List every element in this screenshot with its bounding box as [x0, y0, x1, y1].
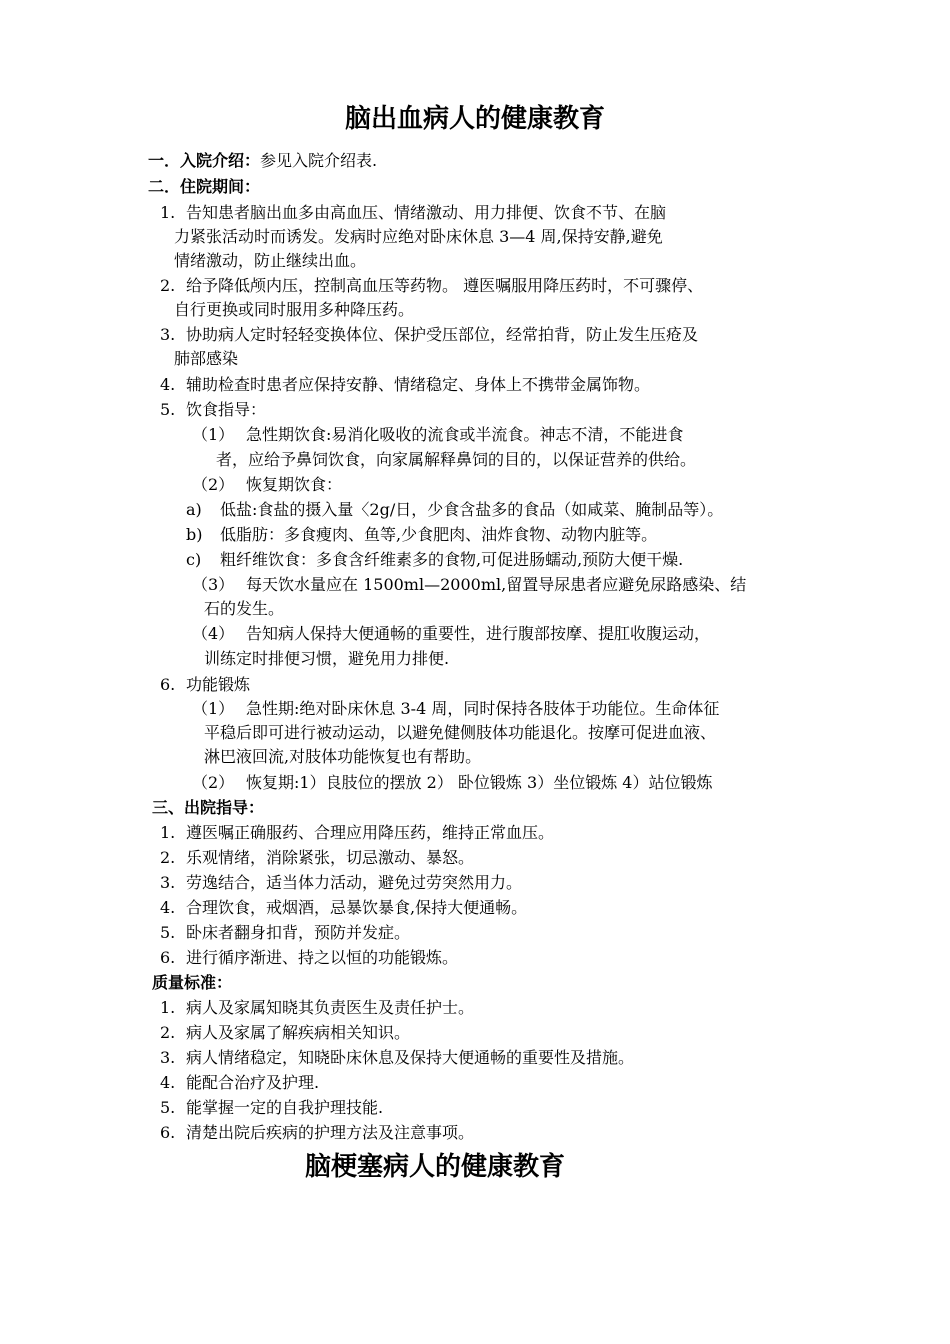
list-item: 6. 功能锻炼	[160, 675, 251, 694]
section-discharge-label: 三、出院指导：	[152, 798, 265, 817]
section-admission	[148, 151, 377, 171]
list-item-continuation: 情绪激动，防止继续出血。	[174, 251, 367, 270]
list-item: 1. 告知患者脑出血多由高血压、情绪激动、用力排便、饮食不节、在脑	[160, 203, 667, 222]
sub-item-continuation: 平稳后即可进行被动运动，以避免健侧肢体功能退化。按摩可促进血液、	[204, 723, 717, 742]
list-item: 2. 给予降低颅内压，控制高血压等药物。 遵医嘱服用降压药时，不可骤停、	[160, 276, 704, 295]
list-item-continuation: 自行更换或同时服用多种降压药。	[174, 300, 415, 319]
sub-item-continuation: 淋巴液回流,对肢体功能恢复也有帮助。	[204, 747, 482, 766]
section-quality-label: 质量标准：	[152, 973, 233, 992]
list-item: 2. 乐观情绪，消除紧张，切忌激动、暴怒。	[160, 848, 475, 867]
list-item: 1. 遵医嘱正确服药、合理应用降压药，维持正常血压。	[160, 823, 555, 842]
sub-item: （2） 恢复期:1）良肢位的摆放 2） 卧位锻炼 3）坐位锻炼 4）站位锻炼	[192, 773, 713, 792]
sub-sub-item: c) 粗纤维饮食：多食含纤维素多的食物,可促进肠蠕动,预防大便干燥.	[186, 550, 684, 569]
list-item: 4. 能配合治疗及护理.	[160, 1073, 320, 1092]
sub-item: （3） 每天饮水量应在 1500ml—2000ml,留置导尿患者应避免尿路感染、结	[192, 575, 747, 594]
sub-item: （1） 急性期饮食:易消化吸收的流食或半流食。神志不清，不能进食	[192, 425, 684, 444]
sub-item: （2） 恢复期饮食：	[192, 475, 343, 494]
list-item: 4. 辅助检查时患者应保持安静、情绪稳定、身体上不携带金属饰物。	[160, 375, 651, 394]
list-item: 5. 能掌握一定的自我护理技能.	[160, 1098, 384, 1117]
sub-sub-item: a) 低盐:食盐的摄入量〈2g/日，少食含盐多的食品（如咸菜、腌制品等）。	[186, 500, 724, 519]
sub-item-continuation: 者，应给予鼻饲饮食，向家属解释鼻饲的目的，以保证营养的供给。	[216, 450, 697, 469]
sub-item-continuation: 训练定时排便习惯，避免用力排便.	[204, 649, 450, 668]
sub-sub-item: b) 低脂肪：多食瘦肉、鱼等,少食肥肉、油炸食物、动物内脏等。	[186, 525, 658, 544]
list-item: 5. 饮食指导：	[160, 400, 267, 419]
section-admission-label: 一．入院介绍：	[148, 151, 261, 170]
list-item: 6. 进行循序渐进、持之以恒的功能锻炼。	[160, 948, 459, 967]
document-title: 脑出血病人的健康教育	[344, 104, 605, 134]
list-item: 4. 合理饮食，戒烟酒，忌暴饮暴食,保持大便通畅。	[160, 898, 528, 917]
section-admission-text: 参见入院介绍表.	[260, 151, 378, 170]
sub-item: （4） 告知病人保持大便通畅的重要性，进行腹部按摩、提肛收腹运动，	[192, 624, 711, 643]
sub-item-continuation: 石的发生。	[204, 599, 285, 618]
list-item: 3. 协助病人定时轻轻变换体位、保护受压部位，经常拍背，防止发生压疮及	[160, 325, 699, 344]
list-item: 6. 清楚出院后疾病的护理方法及注意事项。	[160, 1123, 475, 1142]
list-item-continuation: 肺部感染	[174, 349, 239, 368]
list-item: 1. 病人及家属知晓其负责医生及责任护士。	[160, 998, 475, 1017]
list-item: 3. 劳逸结合，适当体力活动，避免过劳突然用力。	[160, 873, 523, 892]
sub-item: （1） 急性期:绝对卧床休息 3-4 周，同时保持各肢体于功能位。生命体征	[192, 699, 720, 718]
list-item: 2. 病人及家属了解疾病相关知识。	[160, 1023, 411, 1042]
section-hospitalization-label: 二．住院期间：	[148, 177, 261, 196]
second-title: 脑梗塞病人的健康教育	[304, 1152, 565, 1182]
list-item-continuation: 力紧张活动时而诱发。发病时应绝对卧床休息 3—4 周,保持安静,避免	[174, 227, 663, 246]
list-item: 5. 卧床者翻身扣背，预防并发症。	[160, 923, 411, 942]
list-item: 3. 病人情绪稳定，知晓卧床休息及保持大便通畅的重要性及措施。	[160, 1048, 635, 1067]
